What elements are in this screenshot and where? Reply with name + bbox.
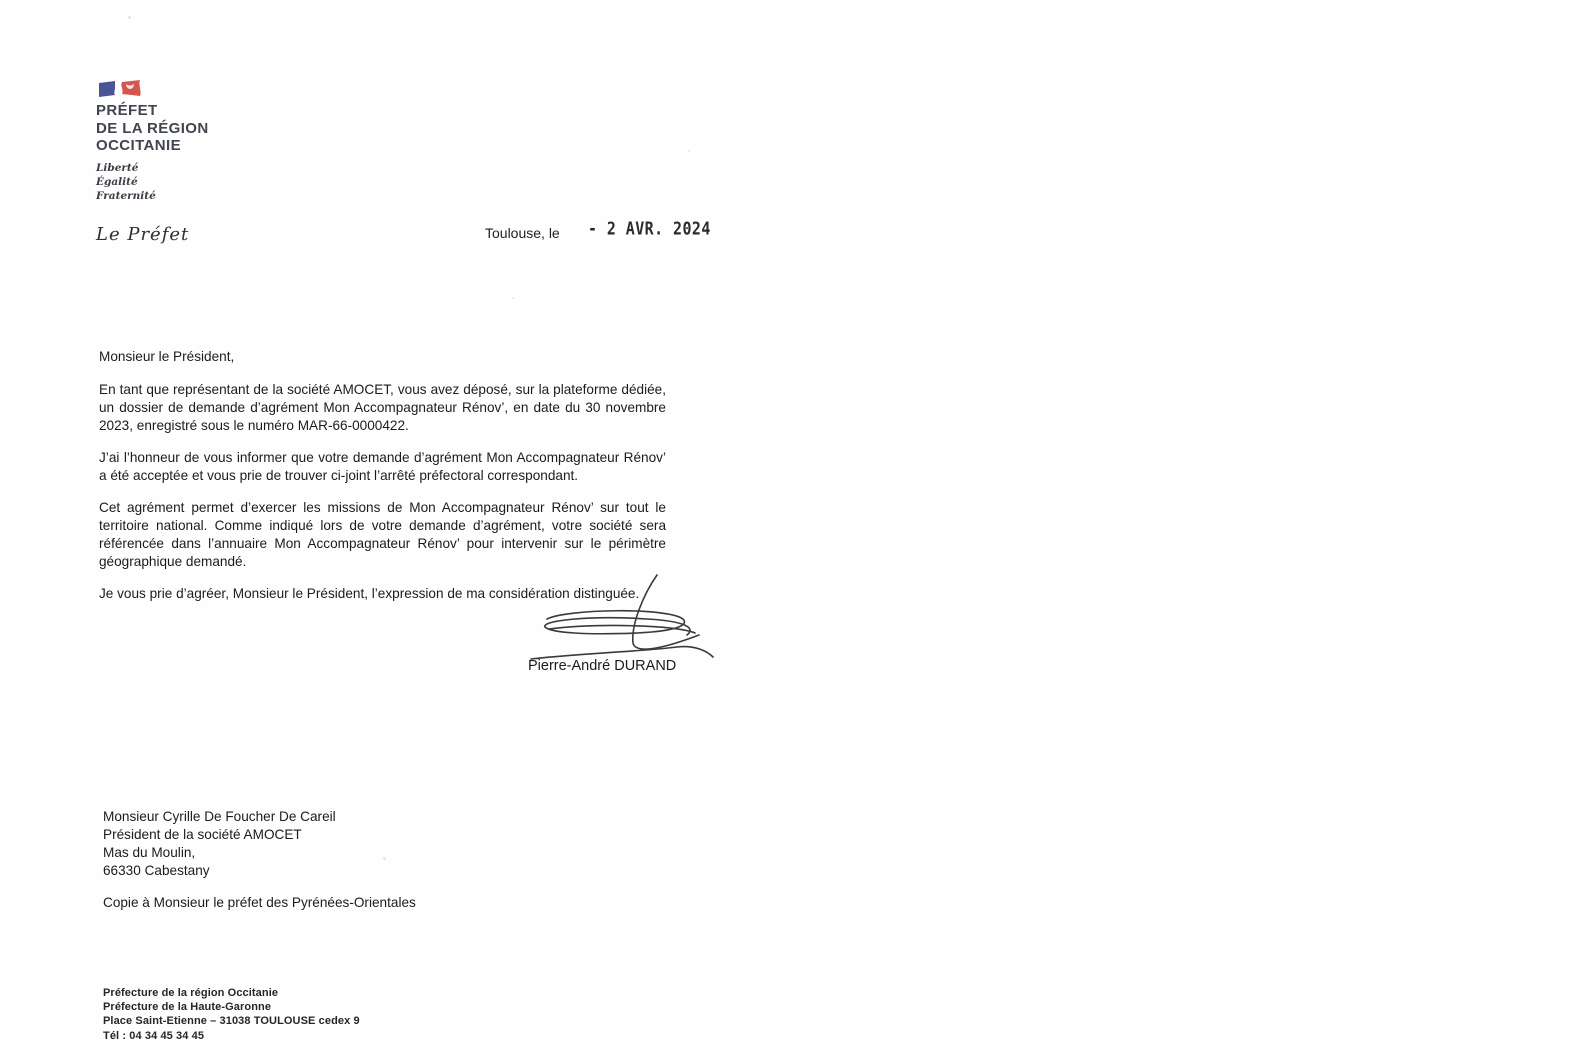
- french-flag-svg: [98, 80, 144, 98]
- logo-line-1: PRÉFET: [96, 102, 158, 119]
- closing-formula: Je vous prie d’agréer, Monsieur le Président, l’expression de ma considération distinguée.: [99, 586, 640, 601]
- handwritten-signature: [527, 573, 717, 669]
- republic-motto: [96, 161, 209, 203]
- place-and-date-label: Toulouse, le: [485, 225, 560, 241]
- motto-fraternite: Fraternité: [96, 189, 156, 202]
- logo-line-2: DE LA RÉGION: [96, 119, 209, 137]
- footer-line-2: Préfecture de la Haute-Garonne: [103, 1001, 272, 1014]
- salutation: Monsieur le Président,: [99, 349, 235, 364]
- motto-egalite: Égalité: [96, 175, 138, 188]
- footer-line-4: Tél : 04 34 45 34 45: [103, 1029, 205, 1042]
- scan-speck: [512, 297, 514, 299]
- letter-body: [99, 348, 666, 603]
- date-stamp: - 2 AVR. 2024: [588, 219, 711, 240]
- signer-name: Pierre-André DURAND: [528, 658, 677, 674]
- motto-liberte: Liberté: [96, 161, 139, 174]
- footer-line-3: Place Saint-Etienne – 31038 TOULOUSE cedex 9: [103, 1015, 360, 1028]
- logo-line-3: OCCITANIE: [96, 137, 181, 154]
- prefet-wordmark: [96, 102, 209, 155]
- sender-title: Le Préfet: [96, 224, 190, 245]
- copy-notice: Copie à Monsieur le préfet des Pyrénées-Orientales: [103, 895, 416, 910]
- french-flag-icon: [98, 80, 144, 98]
- scan-speck: [688, 150, 690, 152]
- letterhead: [96, 80, 209, 203]
- paragraph-3: Cet agrément permet d’exercer les missions de Mon Accompagnateur Rénov’ sur tout le territoire national. Comme indiqué lors de votre demande d’agrément, votre société sera référencée dans l’annuaire Mon Accompagnateur Rénov’ pour intervenir sur le périmètre géographique demandé.: [99, 500, 666, 569]
- paragraph-2: J’ai l’honneur de vous informer que votre demande d’agrément Mon Accompagnateur Rénov’ a été acceptée et vous prie de trouver ci-joint l’arrêté préfectoral correspondant.: [99, 450, 666, 483]
- recipient-name: Monsieur Cyrille De Foucher De Careil: [103, 809, 336, 824]
- scan-speck: [383, 857, 386, 860]
- recipient-street: Mas du Moulin,: [103, 845, 196, 860]
- paragraph-1: En tant que représentant de la société AMOCET, vous avez déposé, sur la plateforme dédiée, un dossier de demande d’agrément Mon Accompagnateur Rénov’, en date du 30 novembre 2023, enregistré sous le numéro MAR-66-0000422.: [99, 382, 666, 433]
- scan-speck: [128, 16, 131, 19]
- recipient-role: Président de la société AMOCET: [103, 827, 302, 842]
- recipient-address: [103, 808, 336, 880]
- letter-footer: [103, 986, 360, 1043]
- recipient-city: 66330 Cabestany: [103, 863, 210, 878]
- footer-line-1: Préfecture de la région Occitanie: [103, 987, 279, 999]
